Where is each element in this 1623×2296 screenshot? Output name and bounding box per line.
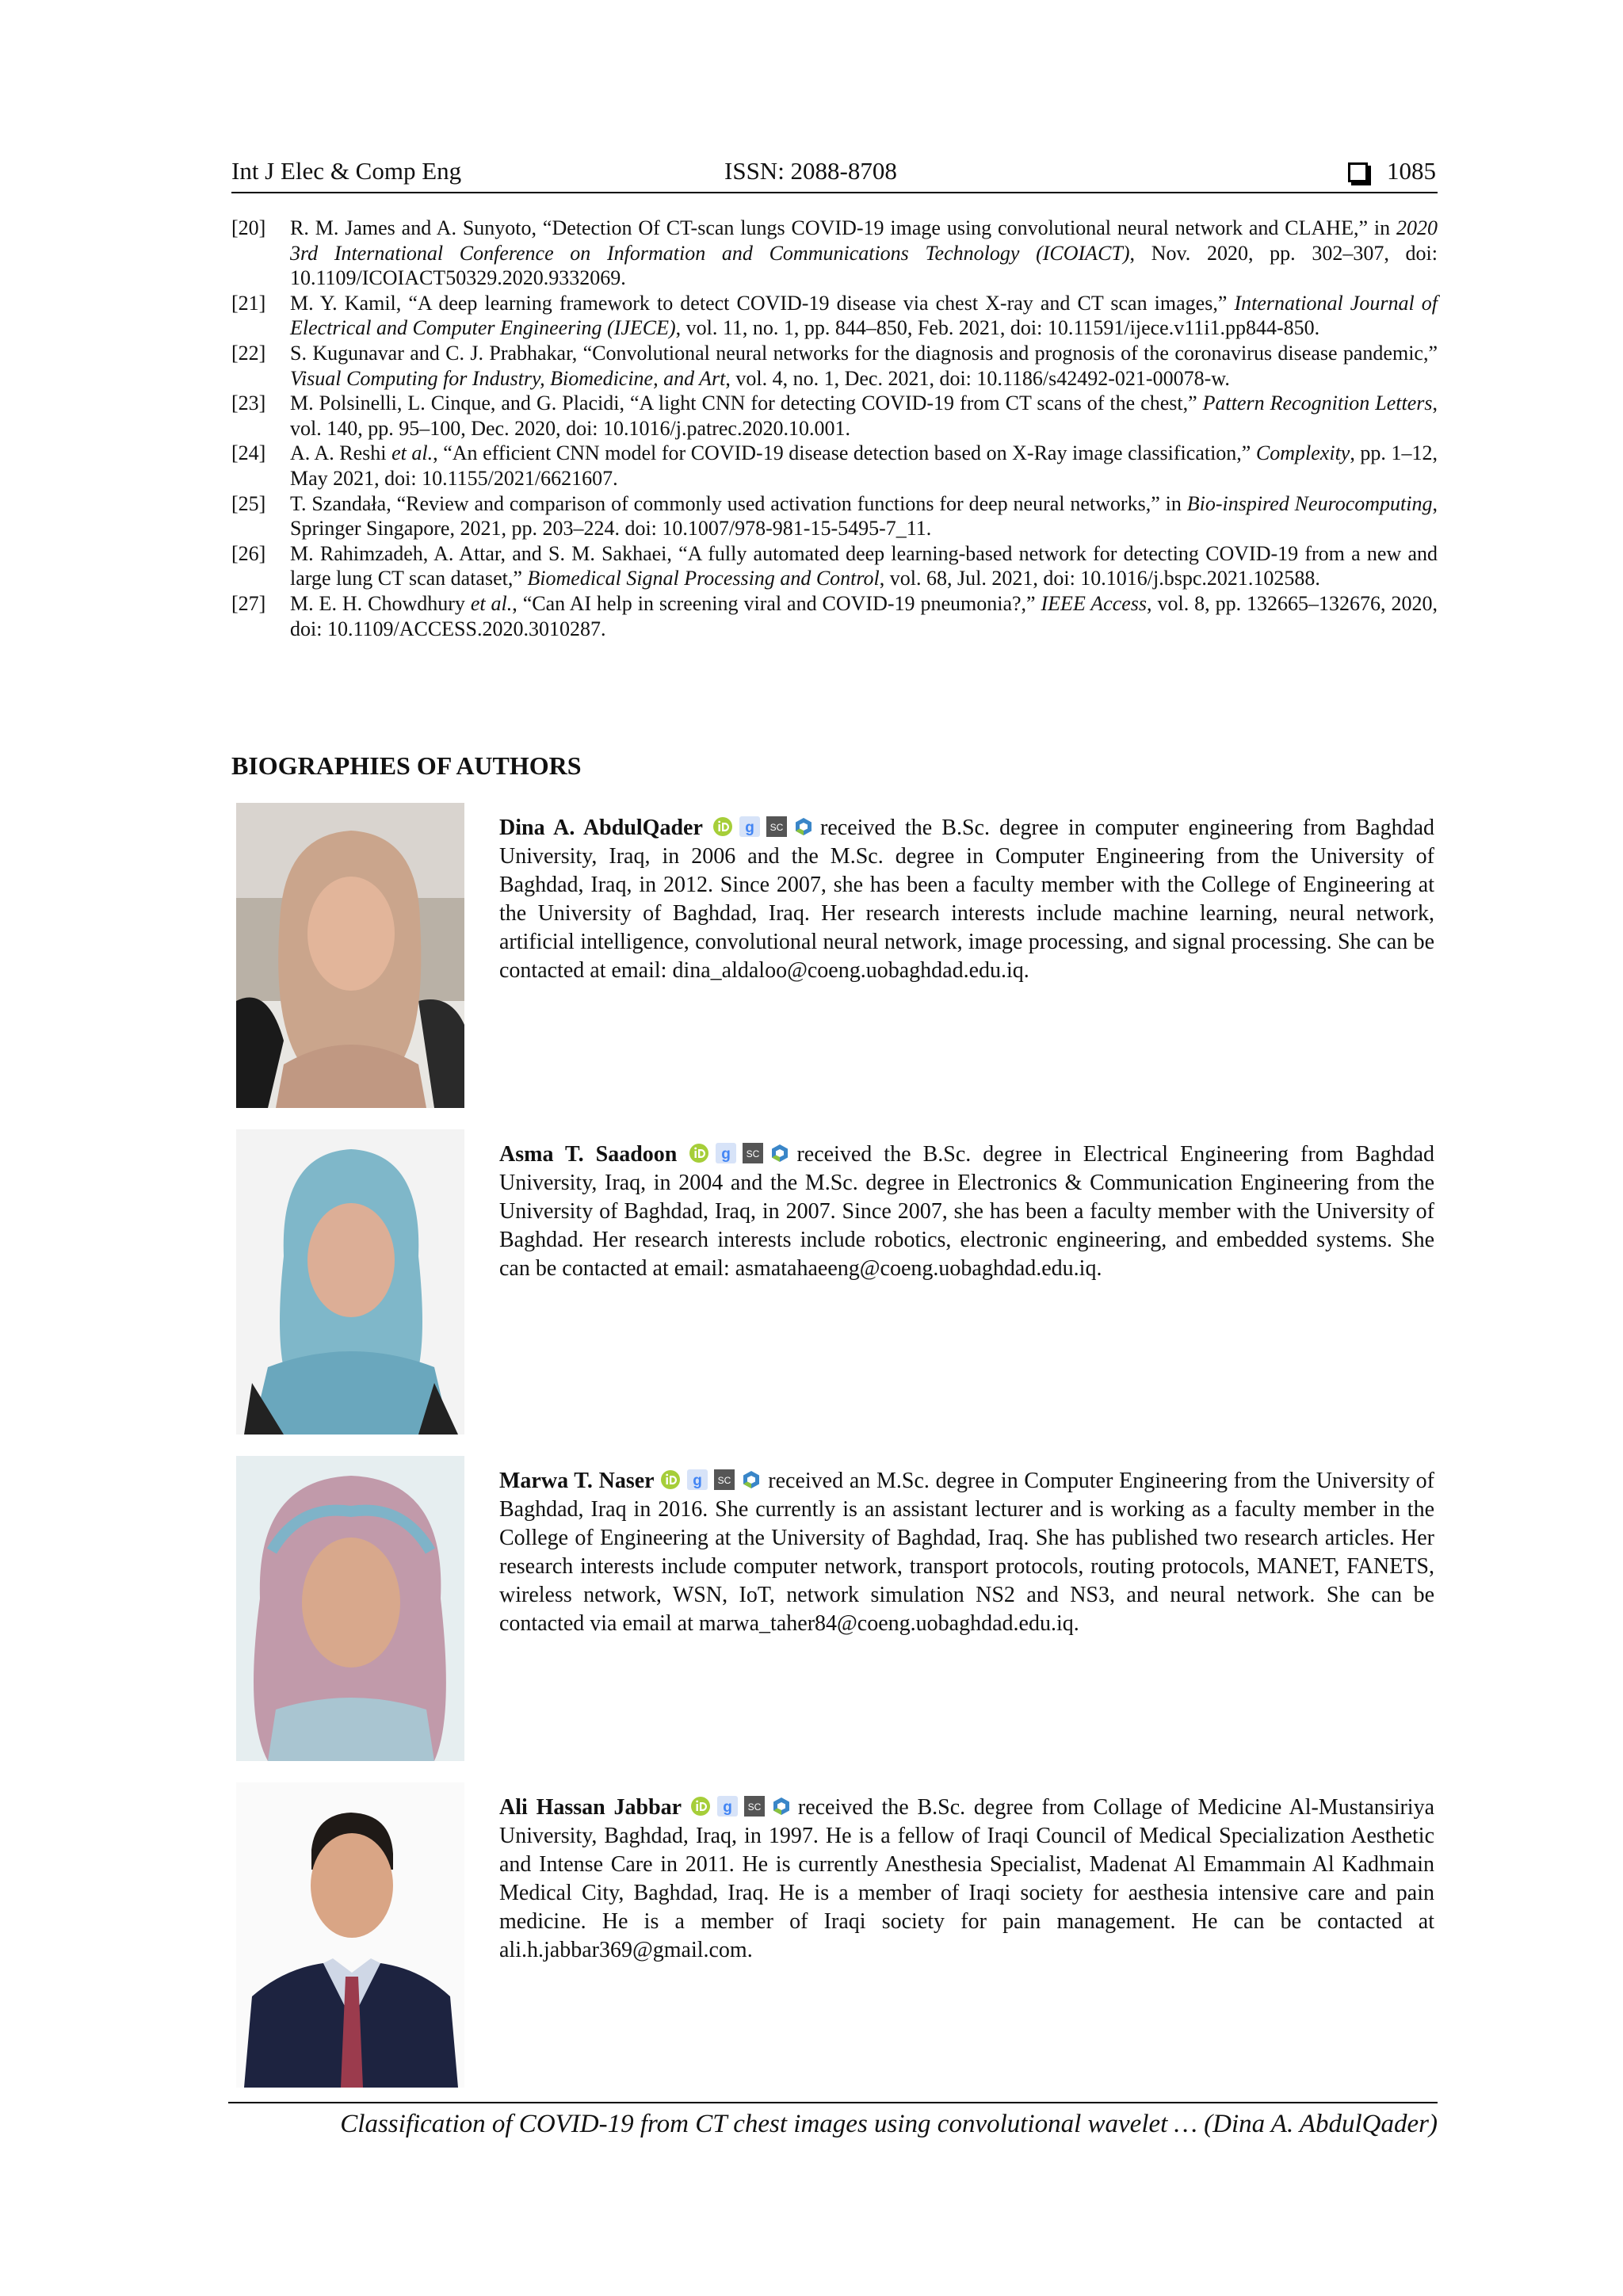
reference-number: [24]: [231, 441, 266, 465]
author-bio: [236, 1782, 1436, 2088]
publons-icon[interactable]: [769, 1143, 790, 1163]
author-photo: [236, 1129, 464, 1435]
google-scholar-icon[interactable]: [717, 1796, 738, 1817]
reference-item: [231, 216, 1438, 291]
page-number: 1085: [1387, 157, 1436, 185]
svg-text:g: g: [693, 1473, 703, 1489]
reference-item: [231, 441, 1438, 491]
publons-icon[interactable]: [741, 1469, 762, 1490]
scopus-icon[interactable]: [744, 1796, 765, 1817]
reference-number: [23]: [231, 392, 266, 415]
reference-number: [27]: [231, 591, 266, 615]
reference-number: [21]: [231, 291, 266, 315]
author-bio: [236, 1129, 1436, 1435]
issn: ISSN: 2088-8708: [724, 157, 897, 185]
reference-number: [26]: [231, 541, 266, 565]
scopus-icon[interactable]: [714, 1469, 735, 1490]
bio-body: received the B.Sc. degree from Collage of Medicine Al-Mustansiriya University, Baghdad, Iraq, in 1997. He is a fellow of Iraqi Council of Medical Specialization Aesthetic and Intense Care in 2011. He is currently Anesthesia Specialist, Madenat Al Emammain Al Kadhmain Medical City, Baghdad, Iraq. He is a member of Iraqi society for aesthesia intensive care and pain medicine. He is a member of Iraqi society for pain management. He can be contacted at ali.h.jabbar369@gmail.com.: [499, 1795, 1435, 1962]
bio-text: [499, 1140, 1434, 1283]
author-photo: [236, 803, 464, 1108]
svg-text:SC: SC: [747, 1801, 762, 1813]
google-scholar-icon[interactable]: [716, 1143, 736, 1163]
publons-icon[interactable]: [793, 816, 814, 837]
journal-name: Int J Elec & Comp Eng: [231, 157, 462, 185]
author-name: Ali Hassan Jabbar: [499, 1795, 682, 1820]
reference-item: [231, 291, 1438, 341]
reference-text: T. Szandała, “Review and comparison of commonly used activation functions for deep neural networks,” in Bio-inspired Neurocomputing, Springer Singapore, 2021, pp. 203–224. doi: 10.1007/978-981-15-5495-7_11.: [290, 491, 1438, 541]
google-scholar-icon[interactable]: [687, 1469, 708, 1490]
page-header: [231, 155, 1438, 193]
author-photo: [236, 1456, 464, 1761]
reference-text: S. Kugunavar and C. J. Prabhakar, “Convolutional neural networks for the diagnosis and prognosis of the coronavirus disease pandemic,” Visual Computing for Industry, Biomedicine, and Art, vol. 4, no. 1, Dec. 2021, doi: 10.1186/s42492-021-00078-w.: [290, 341, 1438, 390]
reference-number: [25]: [231, 491, 266, 515]
reference-item: [231, 341, 1438, 391]
reference-text: M. Y. Kamil, “A deep learning framework to detect COVID-19 disease via chest X-ray and CT scan images,” International Journal of Electrical and Computer Engineering (IJECE), vol. 11, no. 1, pp. 844–850, Feb. 2021, doi: 10.11591/ijece.v11i1.pp844-850.: [290, 291, 1438, 340]
author-bio: [236, 1456, 1436, 1761]
reference-text: A. A. Reshi et al., “An efficient CNN model for COVID-19 disease detection based on X-Ray image classification,” Complexity, pp. 1–12, May 2021, doi: 10.1155/2021/6621607.: [290, 441, 1438, 490]
orcid-icon[interactable]: [660, 1469, 681, 1490]
svg-text:g: g: [721, 1146, 731, 1163]
reference-item: [231, 591, 1438, 641]
bio-body: received the B.Sc. degree in computer engineering from Baghdad University, Iraq, in 2006 and the M.Sc. degree in Computer Engineering from the University of Baghdad, Iraq, in 2012. Since 2007, she has been a faculty member with the College of Engineering at the University of Baghdad, Iraq. Her research interests include machine learning, neural network, artificial intelligence, convolutional neural network, image processing, and signal processing. She can be contacted at email: dina_aldaloo@coeng.uobaghdad.edu.iq.: [499, 816, 1435, 983]
svg-text:g: g: [723, 1799, 732, 1816]
google-scholar-icon[interactable]: [739, 816, 760, 837]
reference-item: [231, 491, 1438, 541]
scopus-icon[interactable]: [766, 816, 787, 837]
publons-icon[interactable]: [771, 1796, 792, 1817]
author-photo: [236, 1782, 464, 2088]
reference-text: M. E. H. Chowdhury et al., “Can AI help in screening viral and COVID-19 pneumonia?,” IEEE Access, vol. 8, pp. 132665–132676, 2020, doi: 10.1109/ACCESS.2020.3010287.: [290, 591, 1438, 640]
scopus-icon[interactable]: [743, 1143, 763, 1163]
reference-text: R. M. James and A. Sunyoto, “Detection Of CT-scan lungs COVID-19 image using convolutional neural network and CLAHE,” in 2020 3rd International Conference on Information and Communications Technology (ICOIACT), Nov. 2020, pp. 302–307, doi: 10.1109/ICOIACT50329.2020.9332069.: [290, 216, 1438, 290]
reference-item: [231, 391, 1438, 441]
bio-text: [499, 814, 1434, 985]
square-bullet-icon: [1348, 162, 1368, 182]
author-name: Asma T. Saadoon: [499, 1142, 678, 1167]
author-name: Marwa T. Naser: [499, 1469, 655, 1493]
author-bio: [236, 803, 1436, 1108]
bio-body: received an M.Sc. degree in Computer Engineering from the University of Baghdad, Iraq in 2016. She currently is an assistant lecturer and is working as a faculty member in the College of Engineering at the University of Baghdad, Iraq. She has published two research articles. Her research interests include computer network, transport protocols, routing protocols, MANET, FANETS, wireless network, WSN, IoT, network simulation NS2 and NS3, and neural network. She can be contacted via email at marwa_taher84@coeng.uobaghdad.edu.iq.: [499, 1469, 1434, 1636]
orcid-icon[interactable]: [690, 1796, 711, 1817]
reference-text: M. Rahimzadeh, A. Attar, and S. M. Sakhaei, “A fully automated deep learning-based network for detecting COVID-19 from a new and large lung CT scan dataset,” Biomedical Signal Processing and Control, vol. 68, Jul. 2021, doi: 10.1016/j.bspc.2021.102588.: [290, 541, 1438, 590]
bio-text: [499, 1794, 1434, 1965]
svg-text:SC: SC: [769, 822, 784, 833]
reference-text: M. Polsinelli, L. Cinque, and G. Placidi, “A light CNN for detecting COVID-19 from CT scans of the chest,” Pattern Recognition Letters, vol. 140, pp. 95–100, Dec. 2020, doi: 10.1016/j.patrec.2020.10.001.: [290, 392, 1438, 440]
reference-list: [231, 216, 1438, 641]
orcid-icon[interactable]: [689, 1143, 709, 1163]
reference-item: [231, 541, 1438, 591]
svg-text:g: g: [745, 819, 754, 836]
svg-text:SC: SC: [747, 1148, 760, 1159]
reference-number: [20]: [231, 216, 266, 239]
svg-text:SC: SC: [717, 1475, 731, 1486]
author-name: Dina A. AbdulQader: [499, 816, 703, 840]
orcid-icon[interactable]: [712, 816, 733, 837]
bio-text: [499, 1467, 1434, 1638]
reference-number: [22]: [231, 341, 266, 365]
page-footer: Classification of COVID-19 from CT chest images using convolutional wavelet … (Dina A. AbdulQader): [228, 2102, 1438, 2139]
section-heading: BIOGRAPHIES OF AUTHORS: [231, 751, 582, 780]
bio-body: received the B.Sc. degree in Electrical Engineering from Baghdad University, Iraq, in 2004 and the M.Sc. degree in Electronics & Communication Engineering from the University of Baghdad, Iraq, in 2007. Since 2007, she has been a faculty member with the University of Baghdad. Her research interests include robotics, electronic engineering, and embedded systems. She can be contacted at email: asmatahaeeng@coeng.uobaghdad.edu.iq.: [499, 1142, 1435, 1281]
